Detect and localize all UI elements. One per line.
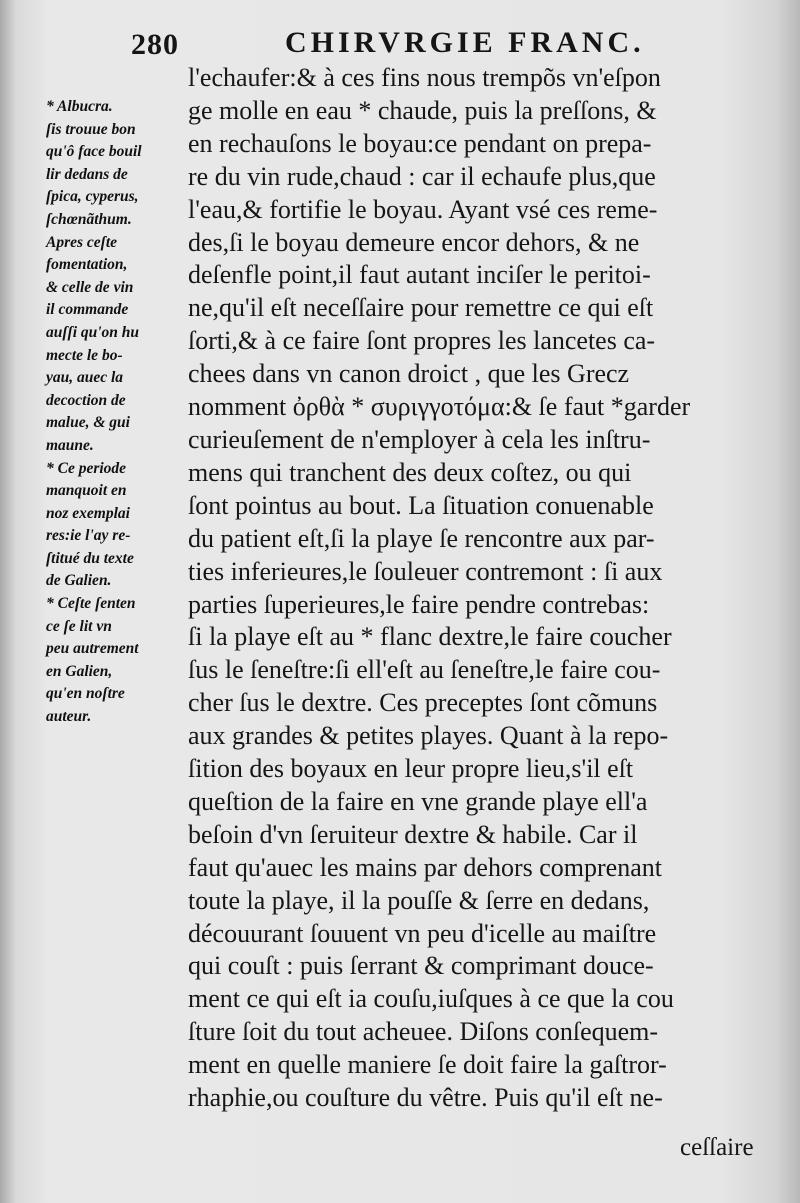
text-line: faut qu'auec les mains par dehors comprenant xyxy=(188,852,662,882)
note-line: auteur. xyxy=(46,708,92,726)
margin-note xyxy=(46,458,188,594)
note-line: peu autrement xyxy=(46,640,139,658)
note-line: & celle de vin xyxy=(46,278,134,296)
margin-notes xyxy=(46,96,188,729)
note-line: ſpica, cyperus, xyxy=(46,188,139,206)
note-line: * Albucra. xyxy=(46,98,113,115)
text-line: aux grandes & petites playes. Quant à la repo- xyxy=(188,721,669,751)
text-line: rhaphie,ou couſture du vêtre. Puis qu'il eſt ne- xyxy=(188,1083,663,1113)
text-line: ge molle en eau * chaude, puis la preſſons, & xyxy=(188,95,657,125)
note-line: ſtitué du texte xyxy=(46,549,134,567)
note-line: mecte le bo- xyxy=(46,346,123,364)
text-line: curieuſement de n'employer à cela les inſtru- xyxy=(188,424,651,454)
note-line: ſchœnãthum. xyxy=(46,210,132,228)
text-line: ſont pointus au bout. La ſituation conuenable xyxy=(188,490,654,520)
text-line: l'eau,& fortifie le boyau. Ayant vsé ces reme- xyxy=(188,194,658,224)
text-line: beſoin d'vn ſeruiteur dextre & habile. Car il xyxy=(188,819,638,849)
note-line: * Ceſte ſenten xyxy=(46,595,136,613)
text-line: ſus le ſeneſtre:ſi ell'eſt au ſeneſtre,le faire cou- xyxy=(188,655,661,685)
text-line: qui couſt : puis ſerrant & comprimant douce- xyxy=(188,951,654,981)
note-line: malue, & gui xyxy=(46,414,130,432)
text-line: ment en quelle maniere ſe doit faire la gaſtror- xyxy=(188,1050,667,1080)
text-line: ties inferieures,le ſouleuer contremont : ſi aux xyxy=(188,556,663,586)
note-line: lir dedans de xyxy=(46,165,128,183)
margin-note xyxy=(46,232,188,458)
text-line: ſi la playe eſt au * flanc dextre,le faire coucher xyxy=(188,622,672,652)
note-line: Apres ceſte xyxy=(46,233,118,251)
note-line: * Ce periode xyxy=(46,459,127,477)
note-line: manquoit en xyxy=(46,482,127,500)
text-line: ſture ſoit du tout acheuee. Diſons conſequem- xyxy=(188,1017,659,1047)
margin-note xyxy=(46,96,188,232)
note-line: auſſi qu'on hu xyxy=(46,323,140,341)
text-line: ſition des boyaux en leur propre lieu,s'il eſt xyxy=(188,754,634,784)
note-line: qu'en noſtre xyxy=(46,685,125,703)
note-line: en Galien, xyxy=(46,662,113,680)
text-line: l'echaufer:& à ces fins nous trempõs vn'eſpon xyxy=(188,63,661,92)
running-head: CHIRVRGIE FRANC. xyxy=(285,26,645,59)
text-line: ne,qu'il eſt neceſſaire pour remettre ce qui eſt xyxy=(188,293,654,323)
note-line: ſis trouue bon xyxy=(46,120,136,138)
text-line: toute la playe, il la pouſſe & ſerre en dedans, xyxy=(188,885,650,915)
text-line: en rechauſons le boyau:ce pendant on prepa- xyxy=(188,128,652,158)
note-line: yau, auec la xyxy=(46,369,124,387)
note-line: qu'ô face bouil xyxy=(46,143,142,161)
text-line: parties ſuperieures,le faire pendre contrebas: xyxy=(188,589,650,619)
text-line: cher ſus le dextre. Ces preceptes ſont cõmuns xyxy=(188,688,658,718)
text-line: ment ce qui eſt ia couſu,iuſques à ce que la cou xyxy=(188,984,674,1014)
text-line: deſenfle point,il faut autant inciſer le peritoi- xyxy=(188,260,651,290)
page-header xyxy=(0,26,800,66)
note-line: de Galien. xyxy=(46,572,112,590)
text-line: re du vin rude,chaud : car il echaufe plus,que xyxy=(188,161,656,191)
note-line: res:ie l'ay re- xyxy=(46,527,131,545)
page-number: 280 xyxy=(131,28,179,61)
note-line: il commande xyxy=(46,301,129,319)
text-line: des,ſi le boyau demeure encor dehors, & ne xyxy=(188,227,640,257)
note-line: ce ſe lit vn xyxy=(46,617,112,635)
text-line: nomment ὀρθὰ * συριγγοτόμα:& ſe faut *garder xyxy=(188,392,691,422)
note-line: fomentation, xyxy=(46,256,128,274)
note-line: maune. xyxy=(46,436,94,454)
text-line: queſtion de la faire en vne grande playe ell'a xyxy=(188,786,648,816)
note-line: decoction de xyxy=(46,391,126,409)
text-line: du patient eſt,ſi la playe ſe rencontre aux par- xyxy=(188,523,655,553)
text-line: chees dans vn canon droict , que les Grecz xyxy=(188,359,630,389)
margin-note xyxy=(46,593,188,729)
note-line: noz exemplai xyxy=(46,504,130,522)
text-line: découurant ſouuent vn peu d'icelle au maiſtre xyxy=(188,918,657,948)
text-line: mens qui tranchent des deux coſtez, ou qui xyxy=(188,457,632,487)
catchword: ceſſaire xyxy=(680,1134,754,1161)
main-text-block xyxy=(188,62,768,1115)
text-line: ſorti,& à ce faire ſont propres les lancetes ca- xyxy=(188,326,656,356)
